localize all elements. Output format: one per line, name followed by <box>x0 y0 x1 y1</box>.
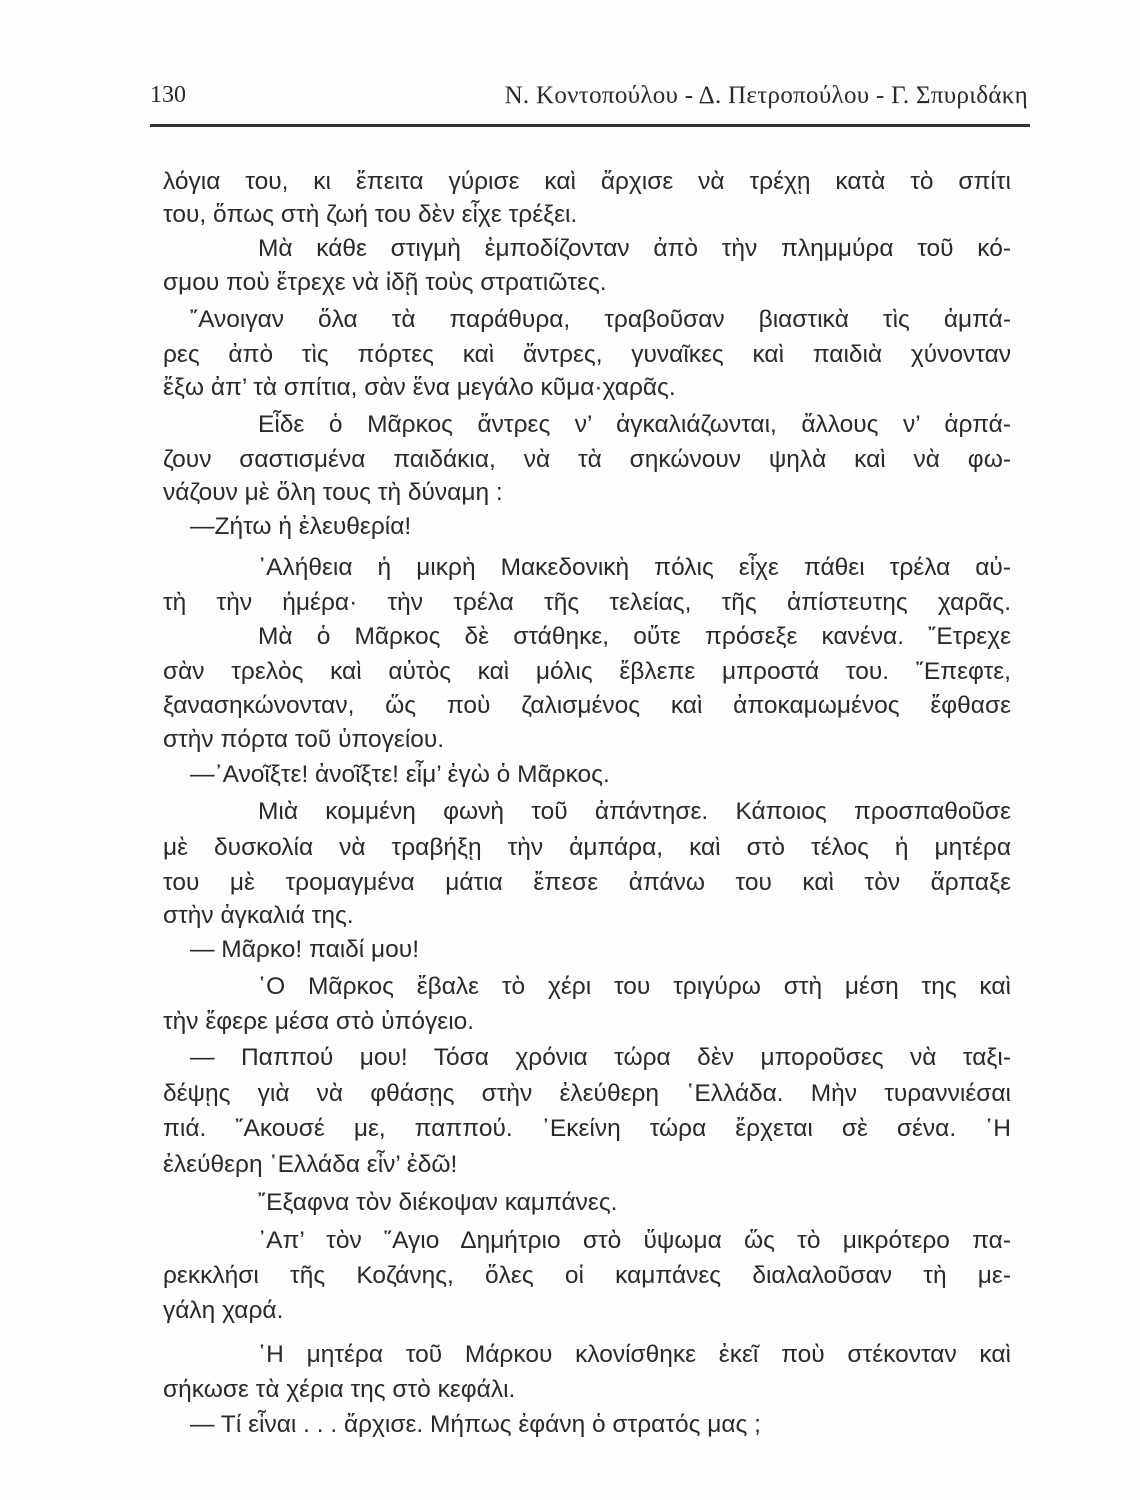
text-line: σὰν τρελὸς καὶ αὐτὸς καὶ μόλις ἔβλεπε μπροστά του. ῎Επεφτε, <box>163 658 1011 685</box>
text-line: Μὰ κάθε στιγμὴ ἐμποδίζονταν ἀπὸ τὴν πλημμύρα τοῦ κό- <box>258 235 1011 262</box>
text-line: γάλη χαρά. <box>163 1297 284 1324</box>
text-line: ἐλεύθερη ῾Ελλάδα εἶν’ ἐδῶ! <box>163 1151 458 1178</box>
text-line: στὴν ἀγκαλιά της. <box>163 902 354 929</box>
text-line: ᾿Αλήθεια ἡ μικρὴ Μακεδονικὴ πόλις εἶχε πάθει τρέλα αὐ- <box>258 554 1011 581</box>
text-line: σήκωσε τὰ χέρια της στὸ κεφάλι. <box>163 1376 516 1403</box>
running-header: Ν. Κοντοπούλου - Δ. Πετροπούλου - Γ. Σπυριδάκη <box>504 82 1028 109</box>
text-line: ῾Η μητέρα τοῦ Μάρκου κλονίσθηκε ἐκεῖ ποὺ στέκονταν καὶ <box>258 1341 1011 1368</box>
text-line: ρες ἀπὸ τὶς πόρτες καὶ ἄντρες, γυναῖκες καὶ παιδιὰ χύνονταν <box>163 341 1011 368</box>
text-line: τὴ τὴν ἡμέρα· τὴν τρέλα τῆς τελείας, τῆς ἀπίστευτης χαρᾶς. <box>163 589 1011 616</box>
text-line: του, ὅπως στὴ ζωή του δὲν εἶχε τρέξει. <box>163 201 578 228</box>
text-line: μὲ δυσκολία νὰ τραβήξῃ τὴν ἀμπάρα, καὶ στὸ τέλος ἡ μητέρα <box>163 834 1011 861</box>
text-line: πιά. ῎Ακουσέ με, παππού. ᾿Εκείνη τώρα ἔρχεται σὲ σένα. ῾Η <box>163 1115 1011 1142</box>
text-line: ῾Ο Μᾶρκος ἔβαλε τὸ χέρι του τριγύρω στὴ μέση της καὶ <box>258 973 1011 1000</box>
text-line: — Μᾶρκο! παιδί μου! <box>190 936 420 963</box>
text-line: τὴν ἔφερε μέσα στὸ ὑπόγειο. <box>163 1008 475 1035</box>
text-line: Μὰ ὁ Μᾶρκος δὲ στάθηκε, οὔτε πρόσεξε κανένα. ῎Ετρεχε <box>258 623 1011 650</box>
text-line: — Παππού μου! Τόσα χρόνια τώρα δὲν μποροῦσες νὰ ταξι- <box>190 1044 1011 1071</box>
text-line: στὴν πόρτα τοῦ ὑπογείου. <box>163 726 445 753</box>
text-line: νάζουν μὲ ὅλη τους τὴ δύναμη : <box>163 479 503 506</box>
text-line: Εἶδε ὁ Μᾶρκος ἄντρες ν’ ἀγκαλιάζωνται, ἄλλους ν’ ἁρπά- <box>258 411 1011 438</box>
text-line: ῎Ανοιγαν ὅλα τὰ παράθυρα, τραβοῦσαν βιαστικὰ τὶς ἀμπά- <box>190 306 1011 333</box>
text-line: —Ζήτω ἡ ἐλευθερία! <box>190 513 412 540</box>
text-line: ζουν σαστισμένα παιδάκια, νὰ τὰ σηκώνουν ψηλὰ καὶ νὰ φω- <box>163 446 1011 473</box>
page-number: 130 <box>150 82 186 108</box>
text-line: —᾿Ανοῖξτε! ἀνοῖξτε! εἶμ’ ἐγὼ ὁ Μᾶρκος. <box>190 761 610 788</box>
header-rule <box>150 124 1030 127</box>
text-line: λόγια του, κι ἔπειτα γύρισε καὶ ἄρχισε νὰ τρέχῃ κατὰ τὸ σπίτι <box>163 168 1011 195</box>
text-line: δέψῃς γιὰ νὰ φθάσῃς στὴν ἐλεύθερη ῾Ελλάδα. Μὴν τυραννιέσαι <box>163 1080 1011 1107</box>
text-line: — Τί εἶναι . . . ἄρχισε. Μήπως ἐφάνη ὁ στρατός μας ; <box>190 1411 761 1438</box>
text-line: του μὲ τρομαγμένα μάτια ἔπεσε ἀπάνω του καὶ τὸν ἅρπαξε <box>163 869 1011 896</box>
text-line: ξανασηκώνονταν, ὥς ποὺ ζαλισμένος καὶ ἀποκαμωμένος ἔφθασε <box>163 692 1011 719</box>
text-line: Μιὰ κομμένη φωνὴ τοῦ ἀπάντησε. Κάποιος προσπαθοῦσε <box>258 798 1011 825</box>
text-line: σμου ποὺ ἔτρεχε νὰ ἰδῇ τοὺς στρατιῶτες. <box>163 269 607 296</box>
text-line: ᾿Απ’ τὸν ῞Αγιο Δημήτριο στὸ ὕψωμα ὥς τὸ μικρότερο πα- <box>258 1227 1011 1254</box>
text-line: ἔξω ἀπ’ τὰ σπίτια, σὰν ἕνα μεγάλο κῦμα·χαρᾶς. <box>163 374 676 401</box>
text-line: ῎Εξαφνα τὸν διέκοψαν καμπάνες. <box>258 1189 618 1216</box>
text-line: ρεκκλήσι τῆς Κοζάνης, ὅλες οἱ καμπάνες διαλαλοῦσαν τὴ με- <box>163 1262 1011 1289</box>
